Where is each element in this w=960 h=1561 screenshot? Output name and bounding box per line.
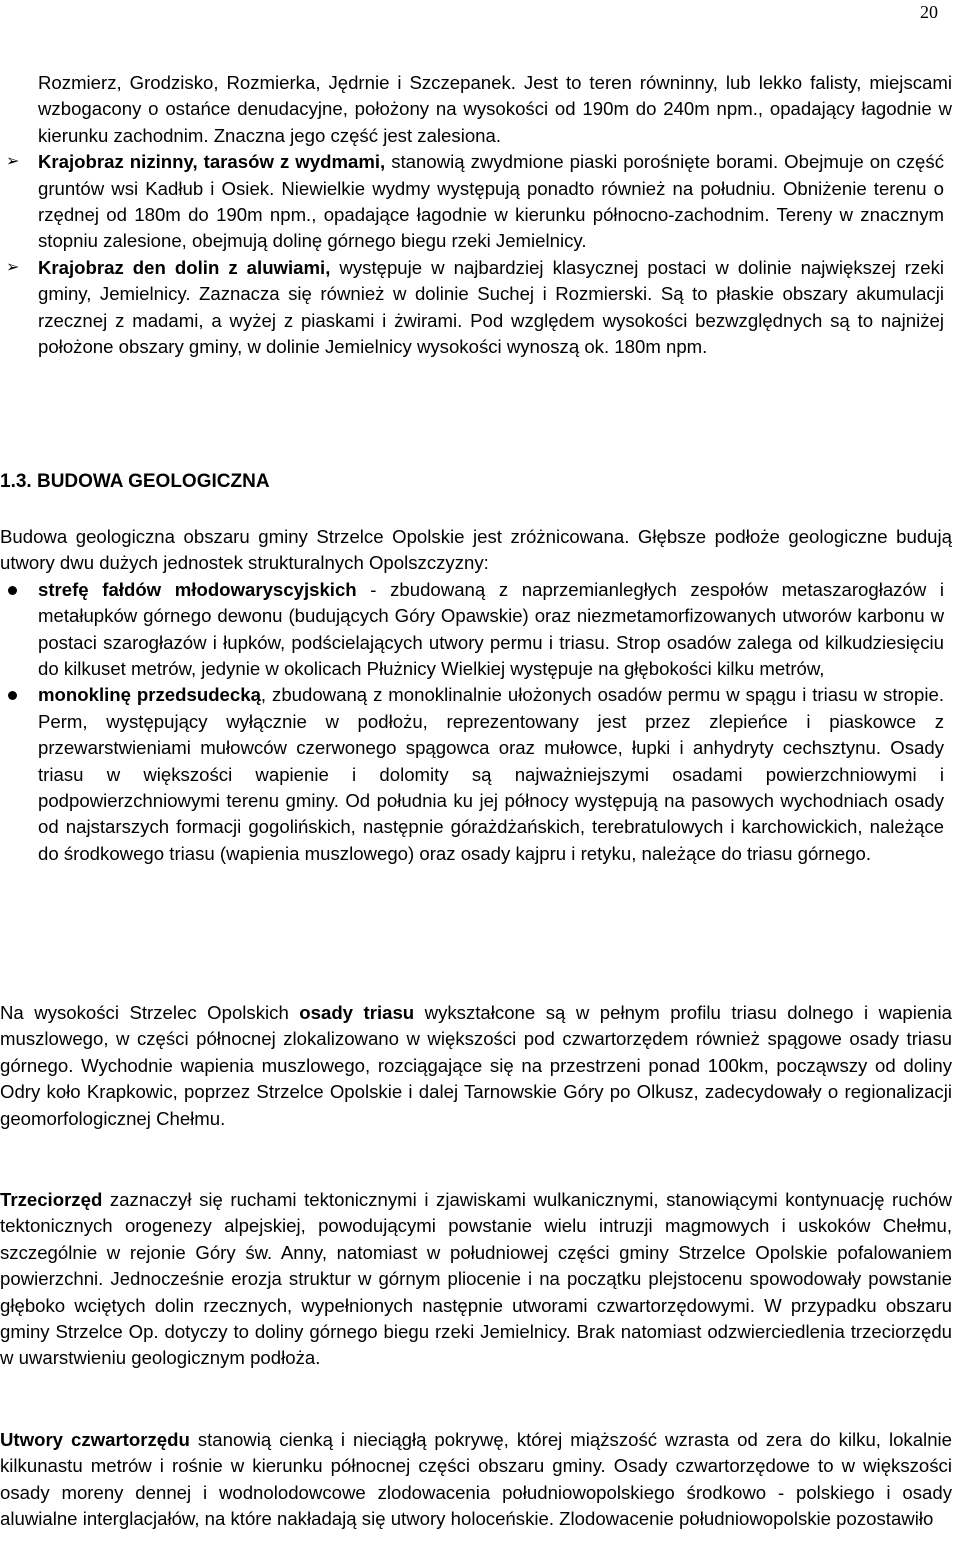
structural-unit-text: - zbudowaną z naprzemianległych zespołów metaszarogłazów i metałupków górnego dewonu (budujących Góry Opawskie) oraz niezmetamorfizowanych utworów karbonu w postaci szarogłazów i łupków, podścielających utwory permu i triasu. Strop osadów zalega od kilkudziesięciu do kilkuset metrów, jedynie w okolicach Płużnicy Wielkiej występuje na głębokości kilku metrów, bbox=[38, 578, 945, 680]
trzeciorzed-title: Trzeciorzęd bbox=[0, 1189, 103, 1210]
landscape-item-text: występuje w najbardziej klasycznej postaci w dolinie największej rzeki gminy, Jemielnicy. Zaznacza się również w dolinie Suchej i Rozmierski. Są to płaskie obszary akumulacji rzecznej z madami, a wyżej z piaskami i żwirami. Pod względem wysokości bezwzględnych są to najniżej położone obszary gminy, w dolinie Jemielnicy wysokości wynoszą ok. 180m npm. bbox=[38, 256, 944, 358]
trias-paragraph bbox=[0, 1000, 960, 1132]
trias-text-lead: Na wysokości Strzelec Opolskich bbox=[0, 1002, 300, 1023]
landscape-item bbox=[0, 149, 952, 255]
trias-text: wykształcone są w pełnym profilu triasu dolnego i wapienia muszlowego, w części północnej zlokalizowano w większości pod czwartorzędem również spągowe osady triasu górnego. Wychodnie wapienia muszlowego, rozciągające się na przestrzeni ponad 100km, począwszy od doliny Odry koło Krapkowic, poprzez Strzelce Opolskie i dalej Tarnowskie Góry po Olkusz, zadecydowały o regionalizacji geomorfologicznej Chełmu. bbox=[0, 1002, 952, 1129]
czwartorzed-text: stanowią cienką i nieciągłą pokrywę, której miąższość wzrasta od zera do kilku, lokalnie kilkunastu metrów i rośnie w kierunku północnej części obszaru gminy. Osady czwartorzędowe to w większości osady moreny dennej i wodnolodowcowe zlodowacenia południowopolskiego środkowo - polskiego i osady aluwialne interglacjałów, na które nakładają się utwory holoceńskie. Zlodowacenie południowopolskie pozostawiło bbox=[0, 1429, 953, 1530]
czwartorzed-title: Utwory czwartorzędu bbox=[0, 1429, 190, 1450]
arrow-bullet-icon: ➢ bbox=[6, 153, 20, 171]
landscape-item bbox=[0, 255, 952, 361]
structural-unit-text: , zbudowaną z monoklinalnie ułożonych osadów permu w spągu i triasu w stropie. Perm, występujący wyłącznie w podłożu, reprezentowany jest przez zlepieńce i piaskowce z przewarstwieniami mułowców czerwonego spągowca oraz mułowce, łupki i anhydryty cechsztynu. Osady triasu w większości wapienie i dolomity są najważniejszymi osadami powierzchniowymi i podpowierzchniowymi terenu gminy. Od południa ku jej północy występują na pasowych wychodniach osady od najstarszych formacji gogolińskich, następnie górażdżańskich, terebratulowych i karchowickich, należące do środkowego triasu (wapienia muszlowego) oraz osady kajpru i retyku, należące do triasu górnego. bbox=[38, 684, 944, 864]
geology-section bbox=[0, 524, 960, 867]
structural-unit-item bbox=[0, 682, 952, 867]
trias-title: osady triasu bbox=[299, 1002, 415, 1023]
geology-intro-paragraph: Budowa geologiczna obszaru gminy Strzelce Opolskie jest zróżnicowana. Głębsze podłoże geologiczne budują utwory dwu dużych jednostek strukturalnych Opolszczyzny: bbox=[0, 526, 952, 574]
disc-bullet-icon bbox=[8, 586, 17, 595]
disc-bullet-icon bbox=[8, 691, 17, 700]
structural-unit-title: monoklinę przedsudecką bbox=[38, 684, 261, 706]
section-heading: 1.3. BUDOWA GEOLOGICZNA bbox=[0, 471, 270, 492]
trzeciorzed-text: zaznaczył się ruchami tektonicznymi i zjawiskami wulkanicznymi, stanowiącymi kontynuację ruchów tektonicznych orogenezy alpejskiej, powodującymi powstanie wielu intruzji magmowych i uskoków Chełmu, szczególnie w rejonie Góry św. Anny, natomiast w południowej części gminy Strzelce Opolskie pofalowaniem powierzchni. Jednocześnie erozja struktur w górnym pliocenie i na początku plejstocenu spowodowały powstanie głęboko wciętych dolin rzecznych, wypełnionych następnie utworami czwartorzędowymi. W przypadku obszaru gminy Strzelce Op. dotyczy to doliny górnego biegu rzeki Jemielnicy. Brak natomiast odzwierciedlenia trzeciorzędu w uwarstwieniu geologicznym podłoża. bbox=[0, 1189, 952, 1369]
intro-paragraph: Rozmierz, Grodzisko, Rozmierka, Jędrnie i Szczepanek. Jest to teren równinny, lub lekko falisty, miejscami wzbogacony o ostańce denudacyjne, położony na wysokości od 190m do 240m npm., opadający łagodnie w kierunku zachodnim. Znaczna jego część jest zalesiona. bbox=[38, 72, 952, 146]
landscape-item-title: Krajobraz nizinny, tarasów z wydmami, bbox=[38, 151, 386, 173]
structural-unit-item bbox=[0, 577, 952, 683]
czwartorzed-paragraph bbox=[0, 1427, 960, 1533]
arrow-bullet-icon: ➢ bbox=[6, 258, 20, 276]
landscape-item-title: Krajobraz den dolin z aluwiami, bbox=[38, 256, 331, 278]
landscape-section bbox=[0, 70, 960, 360]
landscape-item-text: stanowią zwydmione piaski porośnięte borami. Obejmuje on część gruntów wsi Kadłub i Osiek. Niewielkie wydmy występują ponadto również na południu. Obniżenie terenu o rzędnej od 180m do 190m npm., opadające łagodnie w kierunku północno-zachodnim. Tereny w znacznym stopniu zalesione, obejmują dolinę górnego biegu rzeki Jemielnicy. bbox=[38, 151, 944, 252]
structural-unit-title: strefę fałdów młodowaryscyjskich bbox=[38, 578, 357, 600]
page-number: 20 bbox=[920, 2, 938, 22]
trzeciorzed-paragraph bbox=[0, 1187, 960, 1372]
